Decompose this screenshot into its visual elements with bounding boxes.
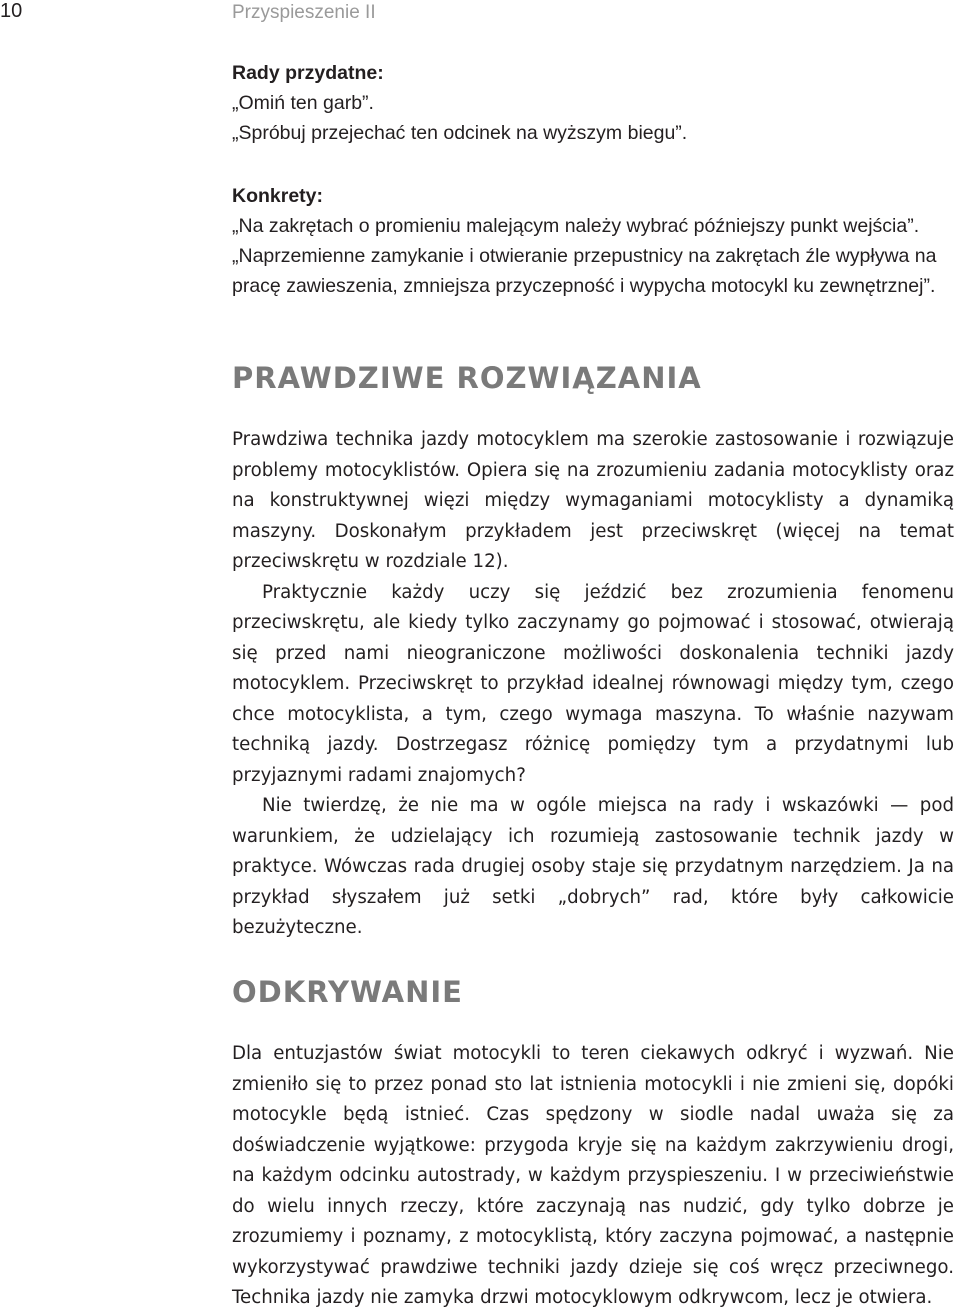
paragraph: Praktycznie każdy uczy się jeździć bez zrozumienia fenomenu przeciwskrętu, ale kiedy tylko zaczynamy go pojmować i stosować, otwierają się przed nami nieograniczone możliwości doskonalenia techniki jazdy motocyklem. Przeciwskręt to przykład idealnej równowagi między tym, czego chce motocyklista, a tym, czego wymaga maszyna. To właśnie nazywam techniką jazdy. Dostrzegasz różnicę pomiędzy tym a przydatnymi lub przyjaznymi radami znajomych?	[232, 581, 954, 786]
paragraph: Nie twierdzę, że nie ma w ogóle miejsca na rady i wskazówki — pod warunkiem, że udzielający ich rozumieją zastosowanie technik jazdy w praktyce. Wówczas rada drugiej osoby staje się przydatnym narzędziem. Ja na przykład słyszałem już setki „dobrych” rad, które były całkowicie bezużyteczne.	[232, 795, 954, 938]
tips-block	[232, 58, 954, 148]
specific-item: „Na zakrętach o promieniu malejącym należy wybrać późniejszy punkt wejścia”.	[232, 215, 920, 237]
page-number: 10	[0, 0, 23, 22]
specific-item: pracę zawieszenia, zmniejsza przyczepność i wypycha motocykl ku zewnętrznej”.	[232, 275, 936, 297]
paragraph: Dla entuzjastów świat motocykli to teren ciekawych odkryć i wyzwań. Nie zmieniło się to przez ponad sto lat istnienia motocykli i nie zmieni się, dopóki motocykle będą istnieć. Czas spędzony w siodle nadal uważa się za doświadczenie wyjątkowe: przygoda kryje się na każdym zakrzywieniu drogi, na każdym odcinku autostrady, w każdym przyspieszeniu. I w przeciwieństwie do wielu innych rzeczy, które zaczynają nas nudzić, gdy tylko dobrze je zrozumiemy i poznamy, z motocyklistą, który zaczyna pojmować, a następnie wykorzystywać prawdziwe techniki jazdy dzieje się coś wręcz przeciwnego. Technika jazdy nie zamyka drzwi motocyklowym odkrywcom, lecz je otwiera.	[232, 1043, 954, 1308]
tips-label: Rady przydatne:	[232, 62, 384, 84]
specifics-block	[232, 181, 954, 301]
specifics-label: Konkrety:	[232, 185, 324, 207]
running-title: Przyspieszenie II	[232, 2, 376, 23]
tip-item: „Spróbuj przejechać ten odcinek na wyższym biegu”.	[232, 122, 688, 144]
tip-item: „Omiń ten garb”.	[232, 92, 374, 114]
section-heading: PRAWDZIWE ROZWIĄZANIA	[232, 361, 702, 395]
section-heading: ODKRYWANIE	[232, 975, 463, 1009]
paragraph: Prawdziwa technika jazdy motocyklem ma szerokie zastosowanie i rozwiązuje problemy motocyklistów. Opiera się na zrozumieniu zadania motocyklisty oraz na konstruktywnej więzi między wymaganiami motocyklisty a dynamiką maszyny. Doskonałym przykładem jest przeciwskręt (więcej na temat przeciwskrętu w rozdziale 12).	[232, 429, 954, 572]
specific-item: „Naprzemienne zamykanie i otwieranie przepustnicy na zakrętach źle wypływa na	[232, 245, 937, 267]
section-body	[232, 425, 954, 944]
section-body	[232, 1039, 954, 1314]
running-header	[0, 0, 960, 40]
